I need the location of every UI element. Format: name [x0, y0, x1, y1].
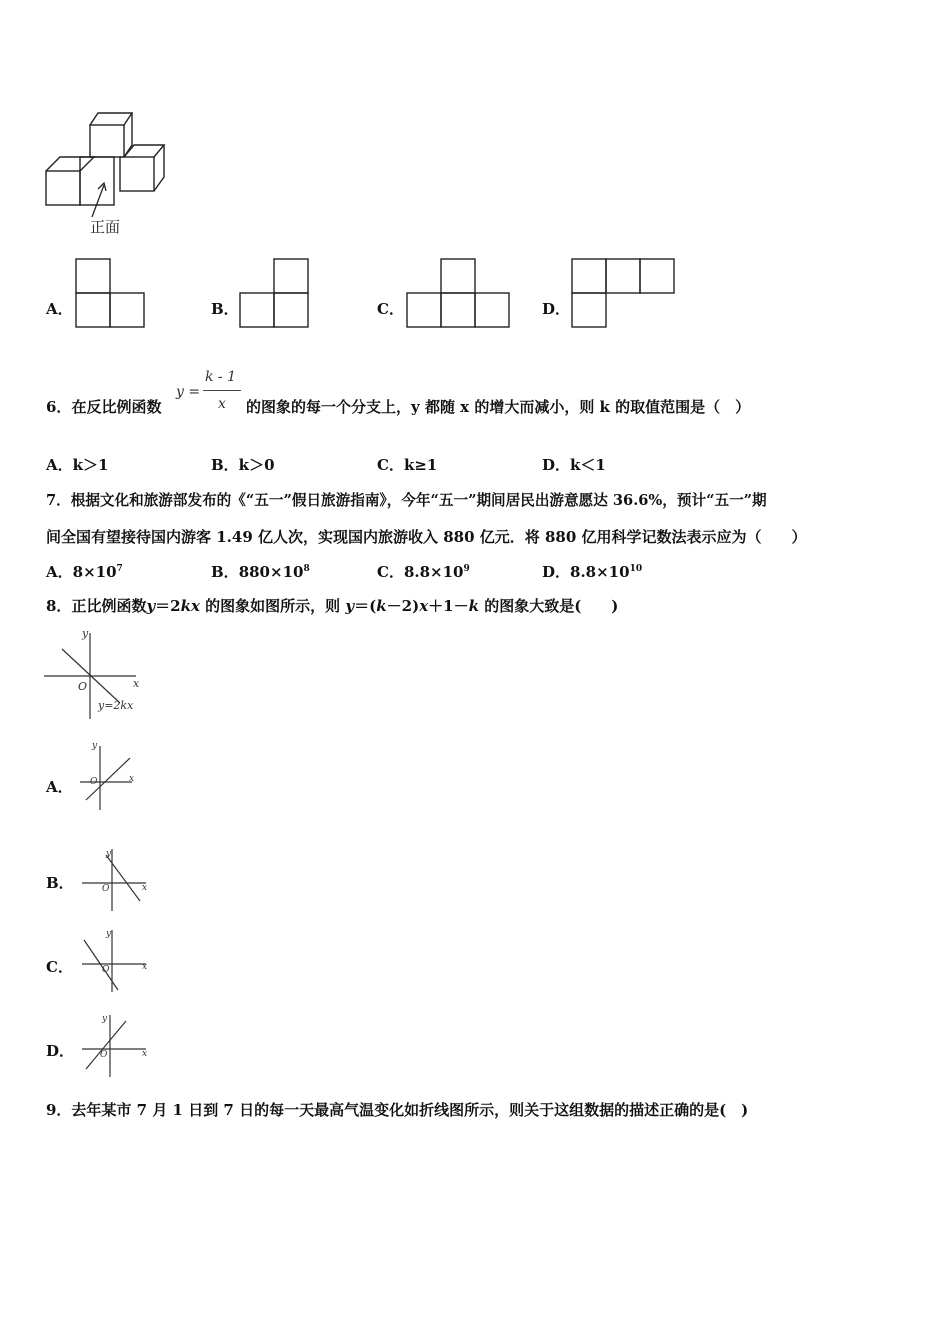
q7-option-c-label: C．	[377, 563, 404, 581]
q6-stem	[46, 396, 161, 417]
q8-c-x-label: x	[142, 962, 148, 972]
q6-option-a[interactable]: A．k＞1	[46, 456, 109, 474]
q8-option-b-label[interactable]: B．	[46, 874, 74, 892]
q8-a-origin-label: O	[90, 777, 98, 787]
q8-graph-x-label: x	[133, 677, 140, 690]
q8-text-3: 的图象如图所示，则	[199, 597, 346, 615]
q5-option-b-label[interactable]: B．	[211, 300, 239, 318]
q8-option-a-graph	[74, 738, 140, 814]
q7-option-b-base: 880×10	[238, 563, 304, 581]
q6-option-c[interactable]: C．k≥1	[377, 456, 438, 474]
q8-graph-origin-label: O	[78, 680, 88, 693]
q6-formula-y: y =	[176, 384, 201, 400]
q7-option-b[interactable]	[211, 561, 310, 582]
q7-option-d-label: D．	[542, 563, 571, 581]
q5-option-b-figure	[239, 258, 311, 330]
q7-option-c[interactable]	[377, 561, 470, 582]
q8-b-origin-label: O	[102, 884, 110, 894]
q7-line-1: 7．根据文化和旅游部发布的《“五一”假日旅游指南》，今年“五一”期间居民出游意愿达 36.6%，预计“五一”期	[46, 492, 767, 509]
q8-text-1: 正比例函数	[71, 597, 147, 615]
q7-line-2: 间全国有望接待国内游客 1.49 亿人次，实现国内旅游收入 880 亿元．将 880 亿用科学记数法表示应为（ ）	[46, 528, 807, 546]
q7-option-a[interactable]	[46, 561, 123, 582]
q8-b-y-label: y	[106, 849, 112, 859]
q7-option-c-base: 8.8×10	[403, 563, 464, 581]
q8-var-3: y	[345, 597, 355, 615]
q8-var-2: kx	[180, 597, 200, 615]
q8-a-x-label: x	[129, 774, 135, 784]
q8-graph-y-label: y	[82, 627, 89, 640]
q8-option-d-label[interactable]: D．	[46, 1042, 75, 1060]
q7-option-b-exp: 8	[303, 564, 310, 574]
q6-stem-before: 在反比例函数	[71, 398, 162, 416]
q8-text-5: －2)	[386, 597, 420, 615]
q8-text-2: ＝2	[155, 597, 181, 615]
q8-c-origin-label: O	[102, 965, 110, 975]
q8-stem	[46, 595, 618, 616]
q8-given-graph	[44, 627, 154, 722]
q8-option-a-label[interactable]: A．	[46, 778, 73, 796]
q7-option-a-label: A．	[46, 563, 73, 581]
q8-option-d-graph	[80, 1011, 150, 1079]
q8-var-1: y	[146, 597, 156, 615]
q7-option-b-label: B．	[211, 563, 239, 581]
q8-d-x-label: x	[142, 1049, 148, 1059]
q8-b-x-label: x	[142, 883, 148, 893]
q8-option-b-graph	[80, 845, 150, 913]
q8-text-6: ＋1－	[428, 597, 469, 615]
q6-option-d[interactable]: D．k＜1	[542, 456, 606, 474]
q7-option-d-exp: 10	[629, 564, 643, 574]
q7-option-a-base: 8×10	[72, 563, 117, 581]
q6-formula-denominator: x	[218, 396, 226, 412]
q6-fraction-bar	[203, 390, 241, 391]
q6-number: 6．	[46, 398, 72, 416]
q9-stem: 9．去年某市 7 月 1 日到 7 日的每一天最高气温变化如折线图所示，则关于这组数据的描述正确的是( )	[46, 1101, 749, 1119]
cube-stack-figure	[40, 105, 170, 205]
q8-graph-line-label: y=2kx	[98, 699, 134, 712]
q7-option-d[interactable]	[542, 561, 642, 582]
q5-option-c-label[interactable]: C．	[377, 300, 404, 318]
q6-option-b[interactable]: B．k＞0	[211, 456, 275, 474]
q7-option-a-exp: 7	[116, 564, 123, 574]
q6-stem-after: 的图象的每一个分支上，y 都随 x 的增大而减小，则 k 的取值范围是（ ）	[246, 398, 751, 416]
q8-a-y-label: y	[92, 741, 98, 751]
q7-option-c-exp: 9	[463, 564, 470, 574]
q7-option-d-base: 8.8×10	[570, 563, 630, 581]
q8-c-y-label: y	[106, 929, 112, 939]
front-label: 正面	[90, 218, 121, 236]
q5-option-d-label[interactable]: D．	[542, 300, 571, 318]
q8-d-y-label: y	[102, 1014, 108, 1024]
q8-var-4: k	[376, 597, 387, 615]
q8-var-6: k	[468, 597, 479, 615]
q8-option-c-label[interactable]: C．	[46, 958, 73, 976]
q5-option-a-label[interactable]: A．	[46, 300, 73, 318]
q8-text-7: 的图象大致是( )	[478, 597, 619, 615]
q5-option-c-figure	[406, 258, 512, 330]
q8-text-4: ＝(	[354, 597, 377, 615]
q8-option-c-graph	[80, 926, 150, 994]
q8-var-5: x	[419, 597, 429, 615]
q5-option-a-figure	[75, 258, 147, 330]
q8-number: 8．	[46, 597, 72, 615]
q5-option-d-figure	[571, 258, 679, 330]
q8-d-origin-label: O	[100, 1050, 108, 1060]
q6-formula-numerator: k - 1	[205, 369, 237, 385]
